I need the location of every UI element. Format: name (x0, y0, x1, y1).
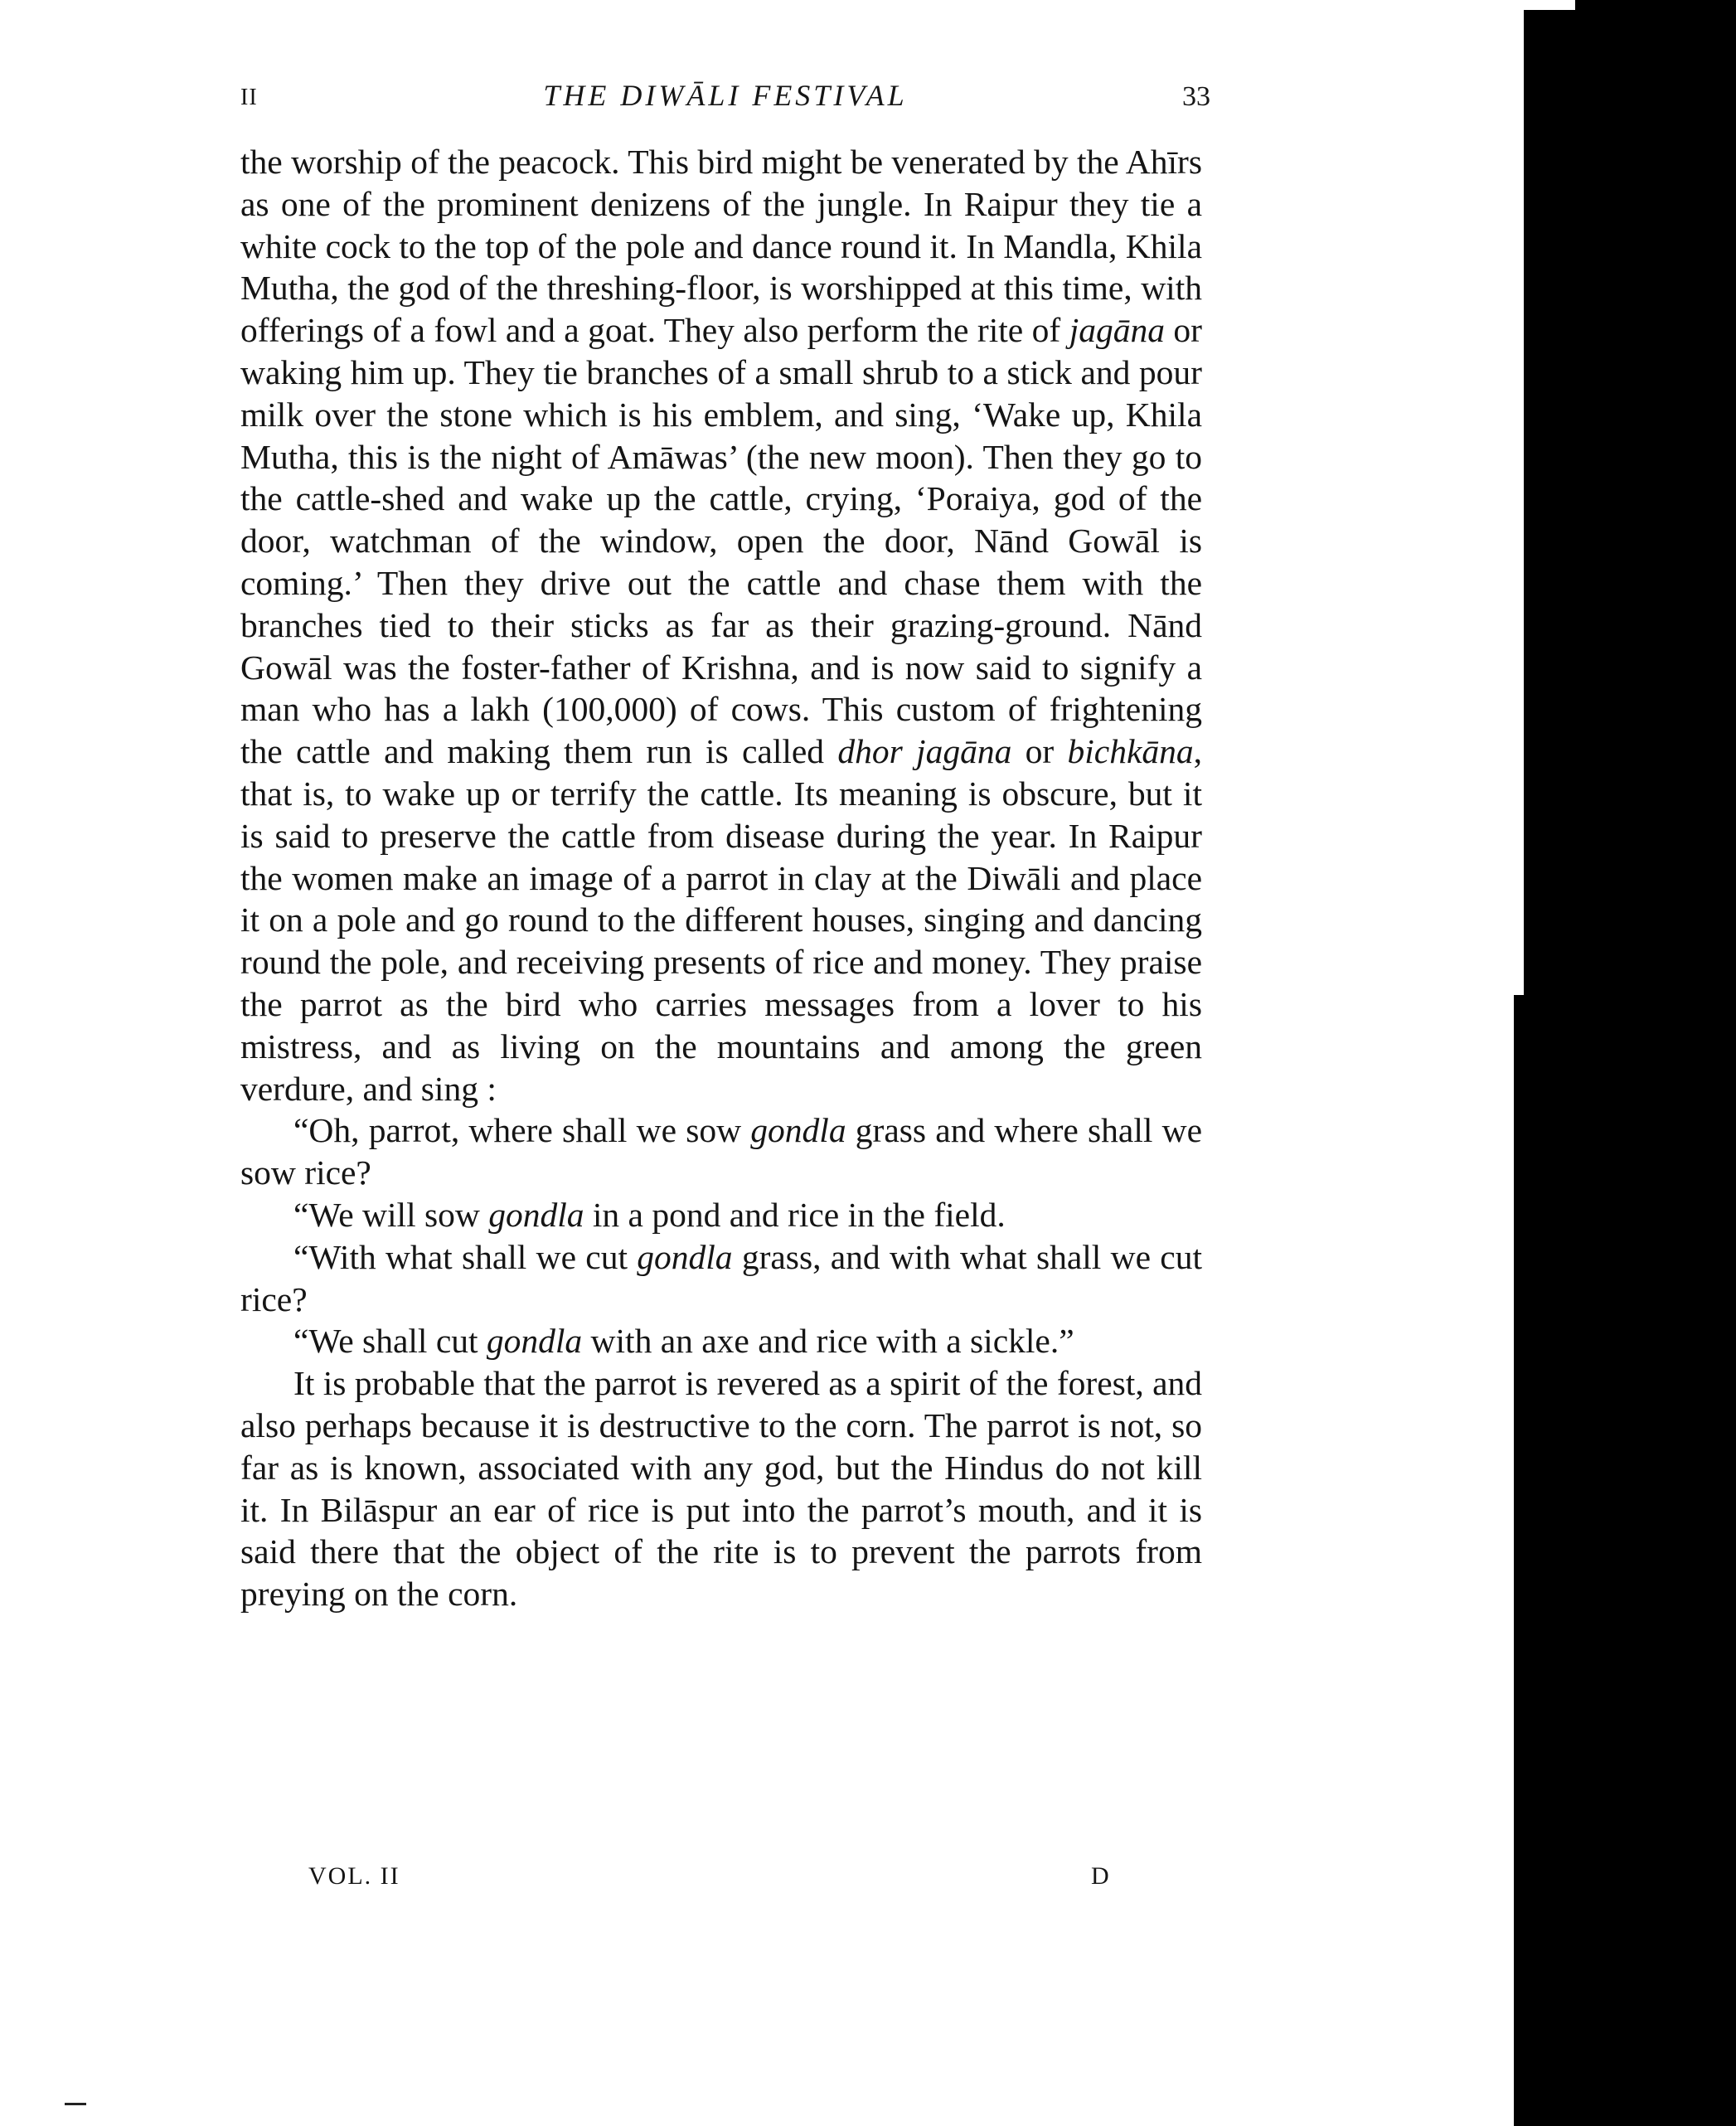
text-run: grass, and with what shall we cut rice? (240, 1237, 1202, 1318)
text-run: “Oh, parrot, where shall we sow (293, 1111, 751, 1150)
volume-mark: VOL. II (308, 1862, 400, 1890)
body-text (240, 141, 1202, 1615)
text-run: in a pond and rice in the field. (584, 1195, 1006, 1234)
chapter-number: II (240, 85, 258, 110)
text-run: the worship of the peacock. This bird might be venerated by the Ahīrs as one of the prominent denizens of the jungle. In Raipur they tie a white cock to the top of the pole and dance round it. In Mandla, Khila Mutha, the god of the threshing-floor, is worshipped at this time, with offerings of a fowl and a goat. They also perform the rite of (240, 143, 1202, 350)
term-bichkana: bichkāna (1067, 732, 1194, 771)
printer-signature (240, 1862, 1202, 1904)
paragraph-parrot-revered: It is probable that the parrot is revered as a spirit of the forest, and also perhaps because it is destructive to the corn. The parrot is not, so far as is known, associated with any god, but the Hindus do not kill it. In Bilāspur an ear of rice is put into the parrot’s mouth, and it is said there that the object of the rite is to prevent the parrots from preying on the corn. (240, 1364, 1202, 1614)
text-run: grass and where shall we sow rice? (240, 1111, 1203, 1192)
page-number: 33 (1182, 81, 1210, 112)
song-line-1 (240, 1109, 1202, 1194)
running-head (240, 78, 1210, 119)
term-gondla: gondla (488, 1195, 584, 1234)
song-line-4 (240, 1320, 1202, 1362)
term-gondla: gondla (486, 1322, 583, 1361)
term-dhor-jagana: dhor jagāna (837, 732, 1012, 771)
song-line-2 (240, 1194, 1202, 1236)
running-title: THE DIWĀLI FESTIVAL (543, 79, 908, 112)
scan-dark-border (1524, 10, 1736, 2126)
text-run: with an axe and rice with a sickle.” (582, 1322, 1074, 1361)
term-gondla: gondla (750, 1111, 846, 1150)
signature-letter: D (1091, 1862, 1109, 1890)
text-run: “With what shall we cut (293, 1237, 638, 1276)
scan-dark-border-top (1575, 0, 1736, 12)
scan-speck (65, 2103, 86, 2105)
song-line-3 (240, 1236, 1202, 1321)
text-run: “We shall cut (293, 1322, 487, 1361)
term-jagana: jagāna (1069, 311, 1165, 350)
scan-dark-border-seam (1514, 995, 1525, 2126)
text-run: or waking him up. They tie branches of a small shrub to a stick and pour milk over the stone which is his emblem, and sing, ‘Wake up, Khila Mutha, this is the night of Amāwas’ (the new moon). Then they go to the cattle-shed and wake up the cattle, crying, ‘Poraiya, god of the door, watchman of the window, open the door, Nānd Gowāl is coming.’ Then they drive out the cattle and chase them with the branches tied to their sticks as far as their grazing-ground. Nānd Gowāl was the foster-father of Krishna, and is now said to signify a man who has a lakh (100,000) of cows. This custom of frightening the cattle and making them run is called (240, 311, 1202, 771)
term-gondla: gondla (637, 1237, 733, 1276)
text-run: , that is, to wake up or terrify the cattle. Its meaning is obscure, but it is said to preserve the cattle from disease during the year. In Raipur the women make an image of a parrot in clay at the Diwāli and place it on a pole and go round to the different houses, singing and dancing round the pole, and receiving presents of rice and money. They praise the parrot as the bird who carries messages from a lover to his mistress, and as living on the mountains and among the green verdure, and sing : (240, 732, 1203, 1108)
text-run: or (1011, 732, 1068, 771)
paragraph-peacock-and-parrot (240, 141, 1202, 1109)
text-run: “We will sow (293, 1195, 489, 1234)
